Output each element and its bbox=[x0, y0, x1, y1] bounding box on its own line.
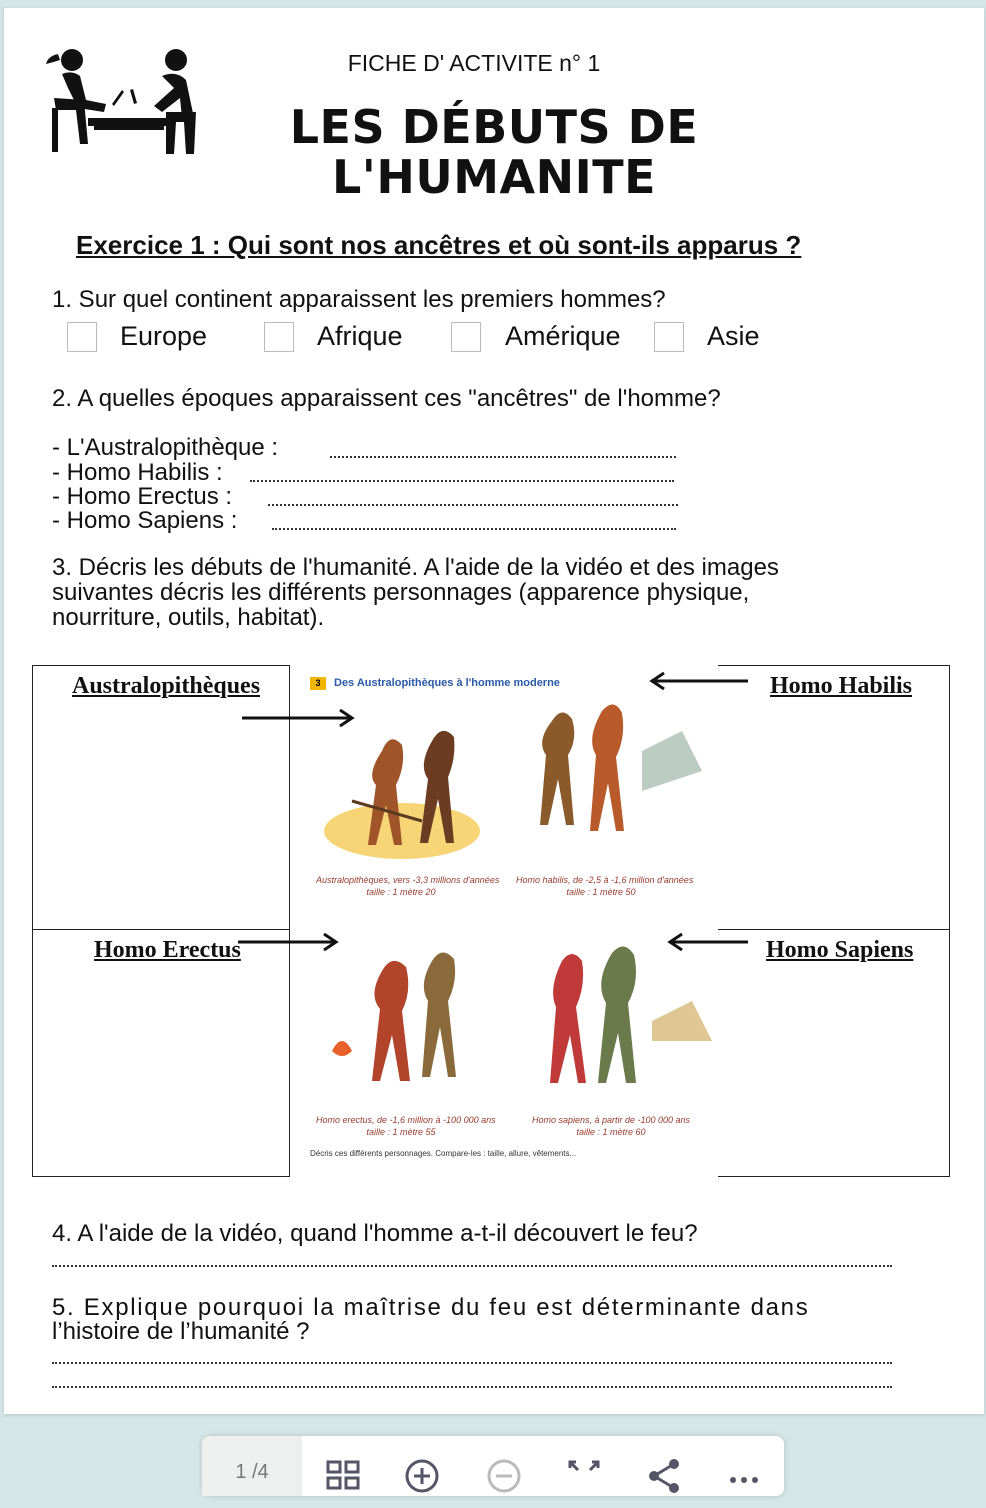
question-3-line1: 3. Décris les débuts de l'humanité. A l'aide de la vidéo et des images bbox=[52, 554, 779, 581]
zoom-in-icon[interactable] bbox=[402, 1454, 442, 1494]
arrow-right-icon bbox=[238, 934, 336, 950]
label-homo-habilis: Homo Habilis bbox=[770, 673, 913, 699]
viewer-toolbar bbox=[202, 1436, 784, 1496]
caption-australopitheques-height: taille : 1 mètre 20 bbox=[366, 887, 436, 897]
label-australopitheques: Australopithèques bbox=[72, 673, 261, 699]
share-icon[interactable] bbox=[644, 1454, 684, 1494]
exercise-title: Exercice 1 : Qui sont nos ancêtres et où sont-ils apparus ? bbox=[76, 230, 802, 260]
fullscreen-icon[interactable] bbox=[564, 1454, 604, 1494]
caption-sapiens-dates: Homo sapiens, à partir de -100 000 ans bbox=[531, 1115, 691, 1125]
checkbox-asie[interactable] bbox=[654, 322, 684, 352]
arrow-left-icon bbox=[652, 673, 748, 689]
question-2: 2. A quelles époques apparaissent ces "ancêtres" de l'homme? bbox=[52, 385, 721, 412]
option-europe: Europe bbox=[120, 321, 208, 351]
arrows-layer bbox=[32, 665, 950, 1177]
page-title-line2: L'HUMANITE bbox=[331, 150, 657, 204]
answer-line bbox=[272, 528, 676, 530]
checkbox-amerique[interactable] bbox=[451, 322, 481, 352]
activity-sheet-number: FICHE D' ACTIVITE n° 1 bbox=[347, 50, 601, 76]
caption-habilis-height: taille : 1 mètre 50 bbox=[566, 887, 636, 897]
caption-habilis-dates: Homo habilis, de -2,5 à -1,6 million d'années bbox=[516, 875, 694, 885]
question-5-line2: l’histoire de l’humanité ? bbox=[52, 1318, 310, 1345]
answer-line bbox=[268, 504, 678, 506]
answer-line bbox=[330, 456, 676, 458]
ancestor-line-sapiens: - Homo Sapiens : bbox=[52, 507, 238, 534]
label-homo-sapiens: Homo Sapiens bbox=[766, 937, 914, 963]
option-amerique: Amérique bbox=[505, 321, 621, 351]
caption-australopitheques-dates: Australopithèques, vers -3,3 millions d'années bbox=[316, 875, 500, 885]
answer-line bbox=[52, 1265, 892, 1267]
ancestor-line-habilis: - Homo Habilis : bbox=[52, 459, 223, 486]
question-3-line2: suivantes décris les différents personnages (apparence physique, bbox=[52, 579, 750, 606]
question-4: 4. A l'aide de la vidéo, quand l'homme a-t-il découvert le feu? bbox=[52, 1220, 698, 1247]
arrow-right-icon bbox=[242, 710, 352, 726]
label-homo-erectus: Homo Erectus bbox=[94, 937, 241, 963]
option-afrique: Afrique bbox=[317, 321, 403, 351]
zoom-out-icon[interactable] bbox=[484, 1454, 524, 1494]
page-indicator: 1 /4 bbox=[202, 1436, 302, 1496]
answer-line bbox=[52, 1362, 892, 1364]
illustration-badge: 3 bbox=[310, 677, 326, 690]
answer-line bbox=[250, 480, 674, 482]
question-1: 1. Sur quel continent apparaissent les premiers hommes? bbox=[52, 286, 666, 313]
illustration-title: Des Australopithèques à l'homme moderne bbox=[334, 677, 560, 689]
caption-sapiens-height: taille : 1 mètre 60 bbox=[576, 1127, 646, 1137]
question-3-line3: nourriture, outils, habitat). bbox=[52, 604, 325, 631]
worksheet-page bbox=[4, 8, 984, 1414]
ancestor-line-erectus: - Homo Erectus : bbox=[52, 483, 233, 510]
grid-icon[interactable] bbox=[324, 1454, 364, 1494]
option-asie: Asie bbox=[707, 321, 760, 351]
checkbox-europe[interactable] bbox=[67, 322, 97, 352]
checkbox-afrique[interactable] bbox=[264, 322, 294, 352]
caption-erectus-dates: Homo erectus, de -1,6 million à -100 000 ans bbox=[316, 1115, 496, 1125]
illustration-footnote: Décris ces différents personnages. Compare-les : taille, allure, vêtements... bbox=[310, 1149, 577, 1158]
arrow-left-icon bbox=[670, 934, 748, 950]
page-title-line1: LES DÉBUTS DE bbox=[289, 100, 699, 154]
answer-line bbox=[52, 1386, 892, 1388]
caption-erectus-height: taille : 1 mètre 55 bbox=[366, 1127, 436, 1137]
ancestors-grid bbox=[32, 665, 950, 1177]
ancestor-line-australopitheque: - L'Australopithèque : bbox=[52, 434, 279, 461]
more-icon[interactable] bbox=[724, 1454, 764, 1494]
question-5-line1: 5. Explique pourquoi la maîtrise du feu est déterminante dans bbox=[52, 1294, 810, 1321]
